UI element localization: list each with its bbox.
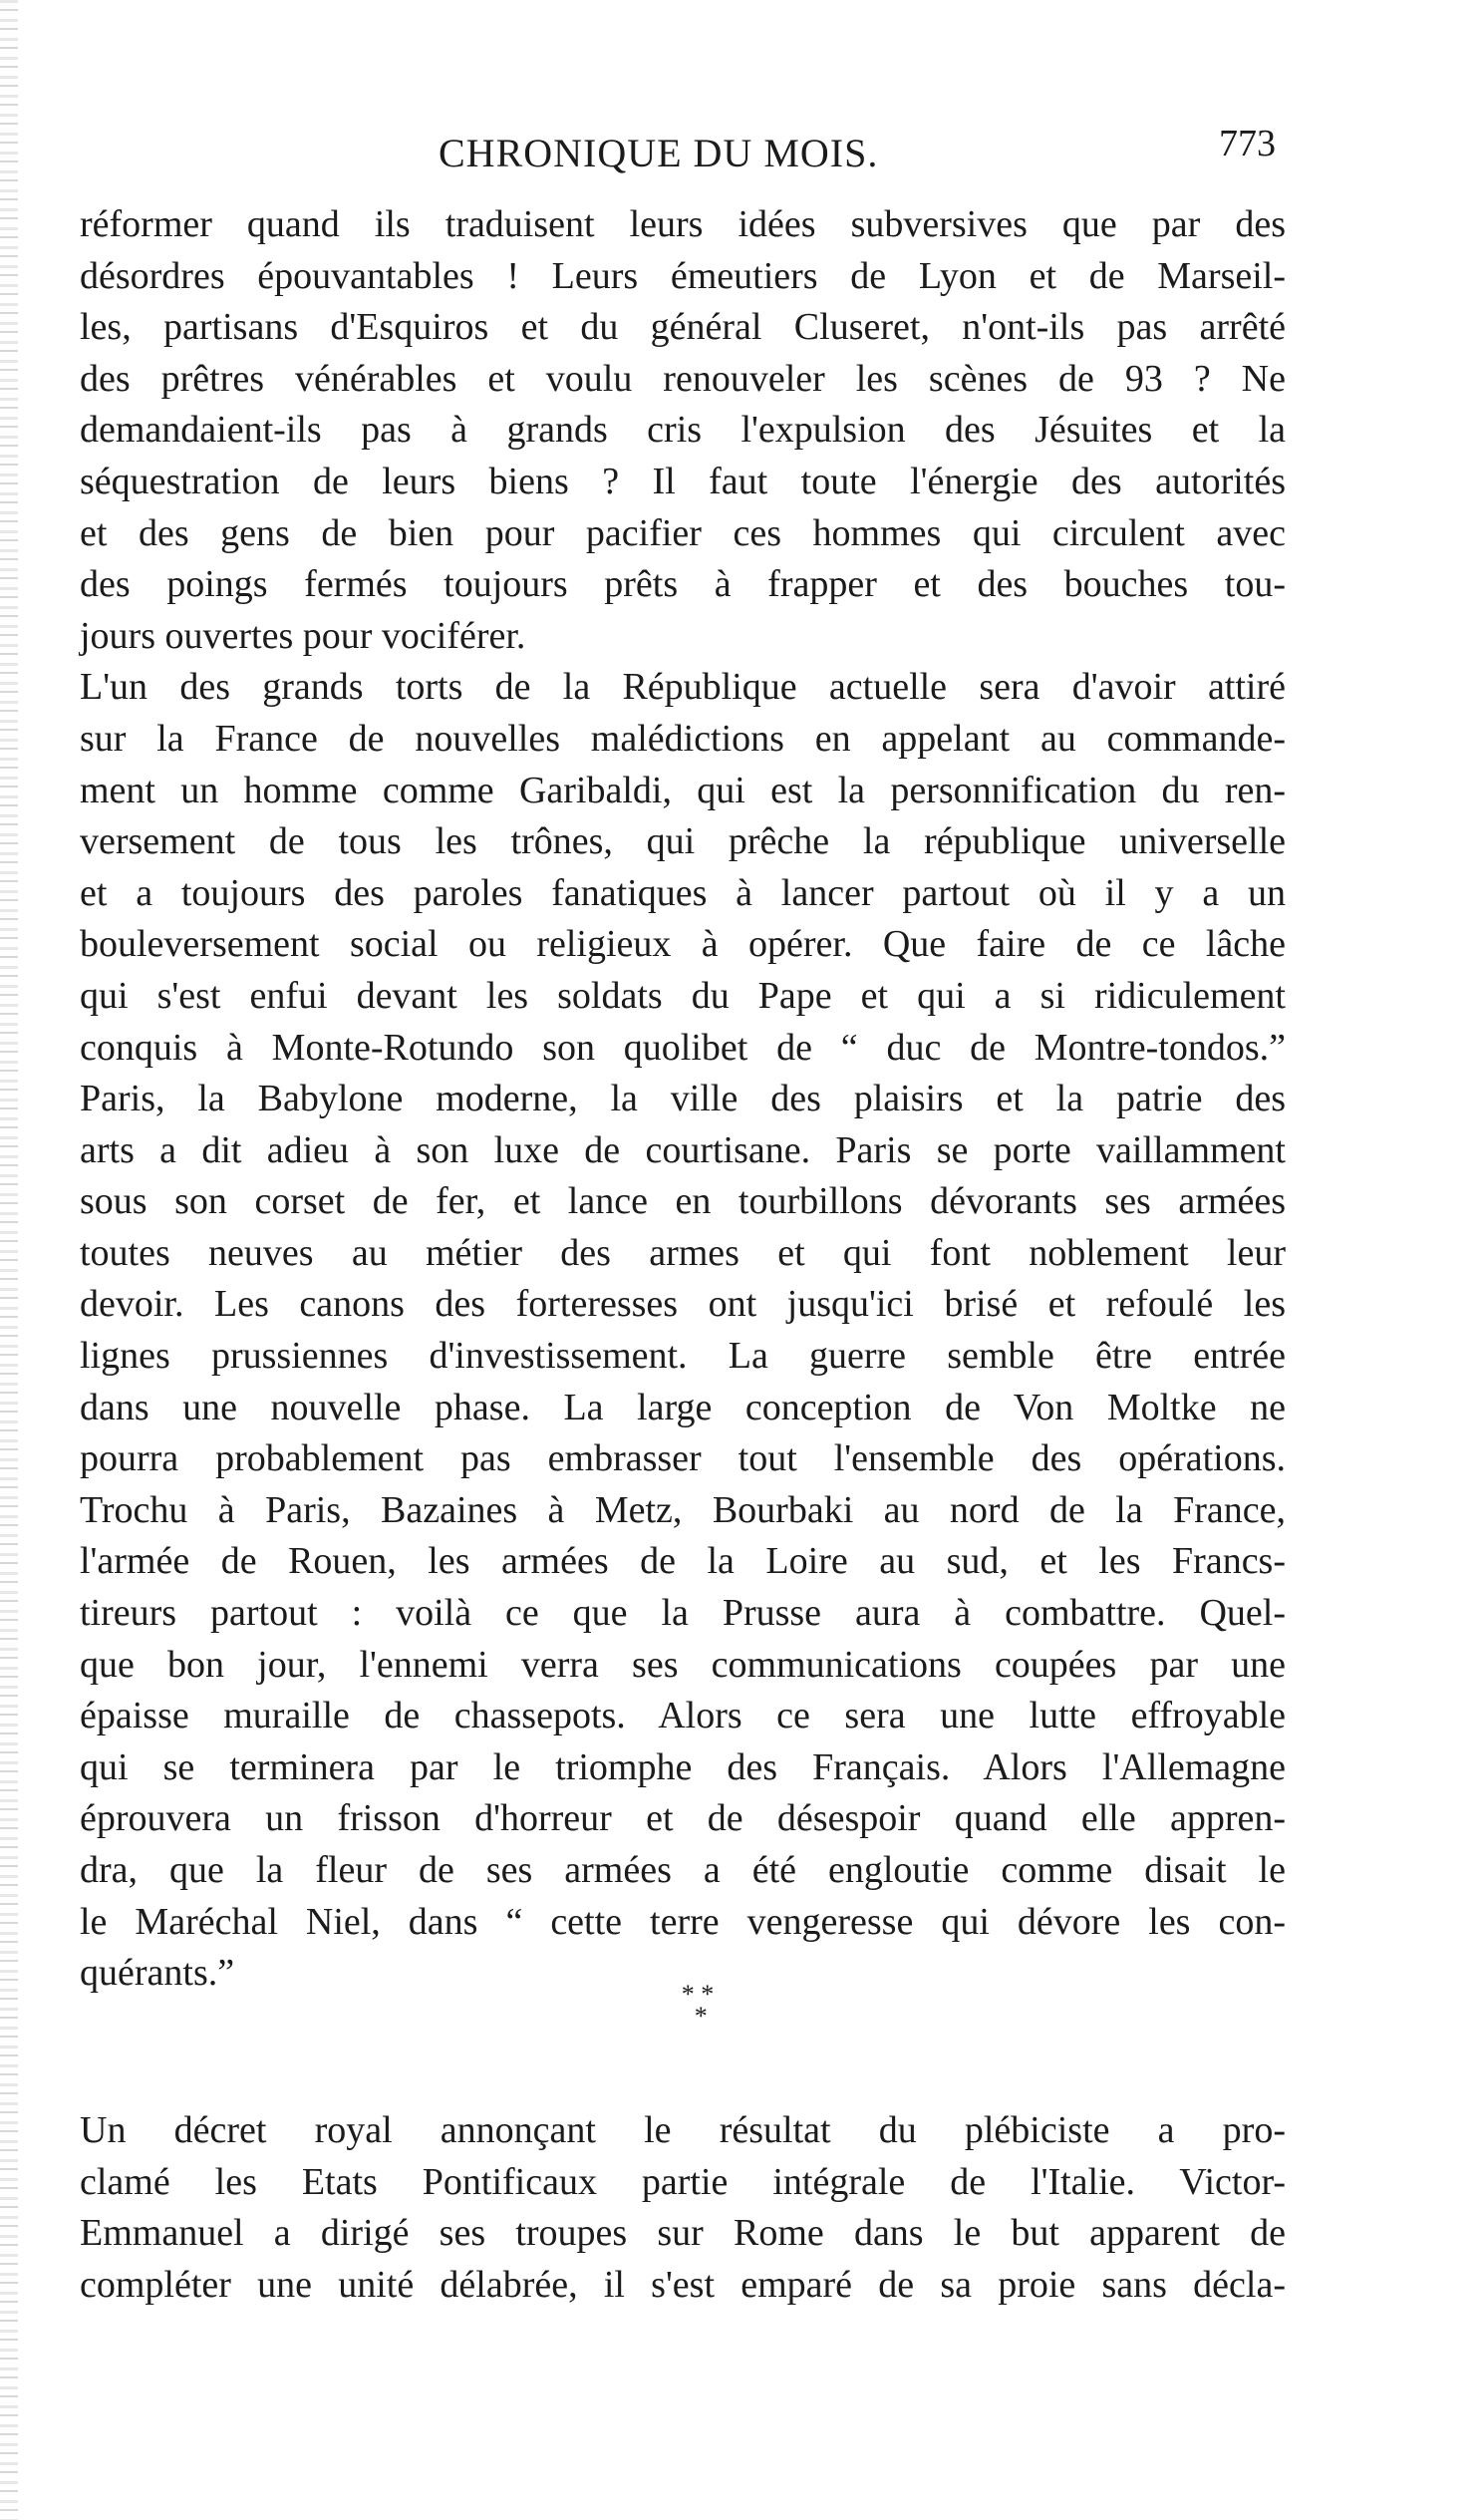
- text-line: demandaient-ils pas à grands cris l'expulsion des Jésuites et la: [80, 409, 1286, 452]
- paragraph-1: [80, 199, 1286, 662]
- paragraph-2: [80, 662, 1286, 1074]
- text-line: arts a dit adieu à son luxe de courtisane. Paris se porte vaillamment: [80, 1128, 1286, 1171]
- text-line: éprouvera un frisson d'horreur et de désespoir quand elle appren-: [80, 1797, 1286, 1840]
- text-line: Un décret royal annonçant le résultat du plébiciste a pro-: [80, 2109, 1286, 2151]
- text-line: le Maréchal Niel, dans “ cette terre vengeresse qui dévore les con-: [80, 1900, 1286, 1943]
- text-line: les, partisans d'Esquiros et du général Cluseret, n'ont-ils pas arrêté: [80, 306, 1286, 349]
- text-line: dra, que la fleur de ses armées a été engloutie comme disait le: [80, 1849, 1286, 1891]
- text-line: des poings fermés toujours prêts à frapper et des bouches tou-: [80, 563, 1286, 606]
- text-line: que bon jour, l'ennemi verra ses communications coupées par une: [80, 1643, 1286, 1686]
- text-line: Emmanuel a dirigé ses troupes sur Rome dans le but apparent de: [80, 2212, 1286, 2255]
- text-line: des prêtres vénérables et voulu renouveler les scènes de 93 ? Ne: [80, 357, 1286, 400]
- text-line: compléter une unité délabrée, il s'est emparé de sa proie sans décla-: [80, 2263, 1286, 2306]
- text-line: versement de tous les trônes, qui prêche la république universelle: [80, 820, 1286, 863]
- text-line: qui s'est enfui devant les soldats du Pape et qui a si ridiculement: [80, 974, 1286, 1017]
- text-line: ment un homme comme Garibaldi, qui est la personnification du ren-: [80, 769, 1286, 811]
- text-line: désordres épouvantables ! Leurs émeutiers de Lyon et de Marseil-: [80, 254, 1286, 297]
- text-line: L'un des grands torts de la République actuelle sera d'avoir attiré: [80, 666, 1286, 709]
- text-line: conquis à Monte-Rotundo son quolibet de “ duc de Montre-tondos.”: [80, 1026, 1286, 1069]
- running-title: CHRONIQUE DU MOIS.: [439, 131, 879, 175]
- text-line: sur la France de nouvelles malédictions en appelant au commande-: [80, 717, 1286, 760]
- paragraph-3: [80, 1074, 1286, 2000]
- paragraph-4: [80, 2105, 1286, 2311]
- text-line: et a toujours des paroles fanatiques à lancer partout où il y a un: [80, 871, 1286, 914]
- text-line: épaisse muraille de chassepots. Alors ce sera une lutte effroyable: [80, 1695, 1286, 1737]
- text-line: devoir. Les canons des forteresses ont jusqu'ici brisé et refoulé les: [80, 1283, 1286, 1326]
- page-edge-shadow: [0, 0, 18, 2520]
- text-line: et des gens de bien pour pacifier ces hommes qui circulent avec: [80, 511, 1286, 554]
- text-line: jours ouvertes pour vociférer.: [80, 614, 526, 657]
- section-separator: * * *: [681, 1980, 715, 2031]
- text-line: l'armée de Rouen, les armées de la Loire au sud, et les Francs-: [80, 1540, 1286, 1583]
- text-line: séquestration de leurs biens ? Il faut toute l'énergie des autorités: [80, 460, 1286, 502]
- closing-text: [80, 2105, 1286, 2311]
- text-line: tireurs partout : voilà ce que la Prusse aura à combattre. Quel-: [80, 1592, 1286, 1635]
- running-head: [130, 118, 1276, 177]
- text-line: pourra probablement pas embrasser tout l'ensemble des opérations.: [80, 1437, 1286, 1480]
- text-line: réformer quand ils traduisent leurs idées subversives que par des: [80, 203, 1286, 245]
- text-line: qui se terminera par le triomphe des Français. Alors l'Allemagne: [80, 1745, 1286, 1788]
- page-number: 773: [1219, 123, 1276, 164]
- text-line: bouleversement social ou religieux à opérer. Que faire de ce lâche: [80, 923, 1286, 966]
- text-line: clamé les Etats Pontificaux partie intégrale de l'Italie. Victor-: [80, 2160, 1286, 2203]
- text-line: Paris, la Babylone moderne, la ville des plaisirs et la patrie des: [80, 1078, 1286, 1120]
- text-line: sous son corset de fer, et lance en tourbillons dévorants ses armées: [80, 1180, 1286, 1223]
- text-line: quérants.”: [80, 1952, 235, 1995]
- body-text: [80, 199, 1286, 2000]
- text-line: lignes prussiennes d'investissement. La guerre semble être entrée: [80, 1335, 1286, 1378]
- text-line: toutes neuves au métier des armes et qui font noblement leur: [80, 1231, 1286, 1274]
- text-line: Trochu à Paris, Bazaines à Metz, Bourbaki au nord de la France,: [80, 1488, 1286, 1531]
- text-line: dans une nouvelle phase. La large conception de Von Moltke ne: [80, 1386, 1286, 1428]
